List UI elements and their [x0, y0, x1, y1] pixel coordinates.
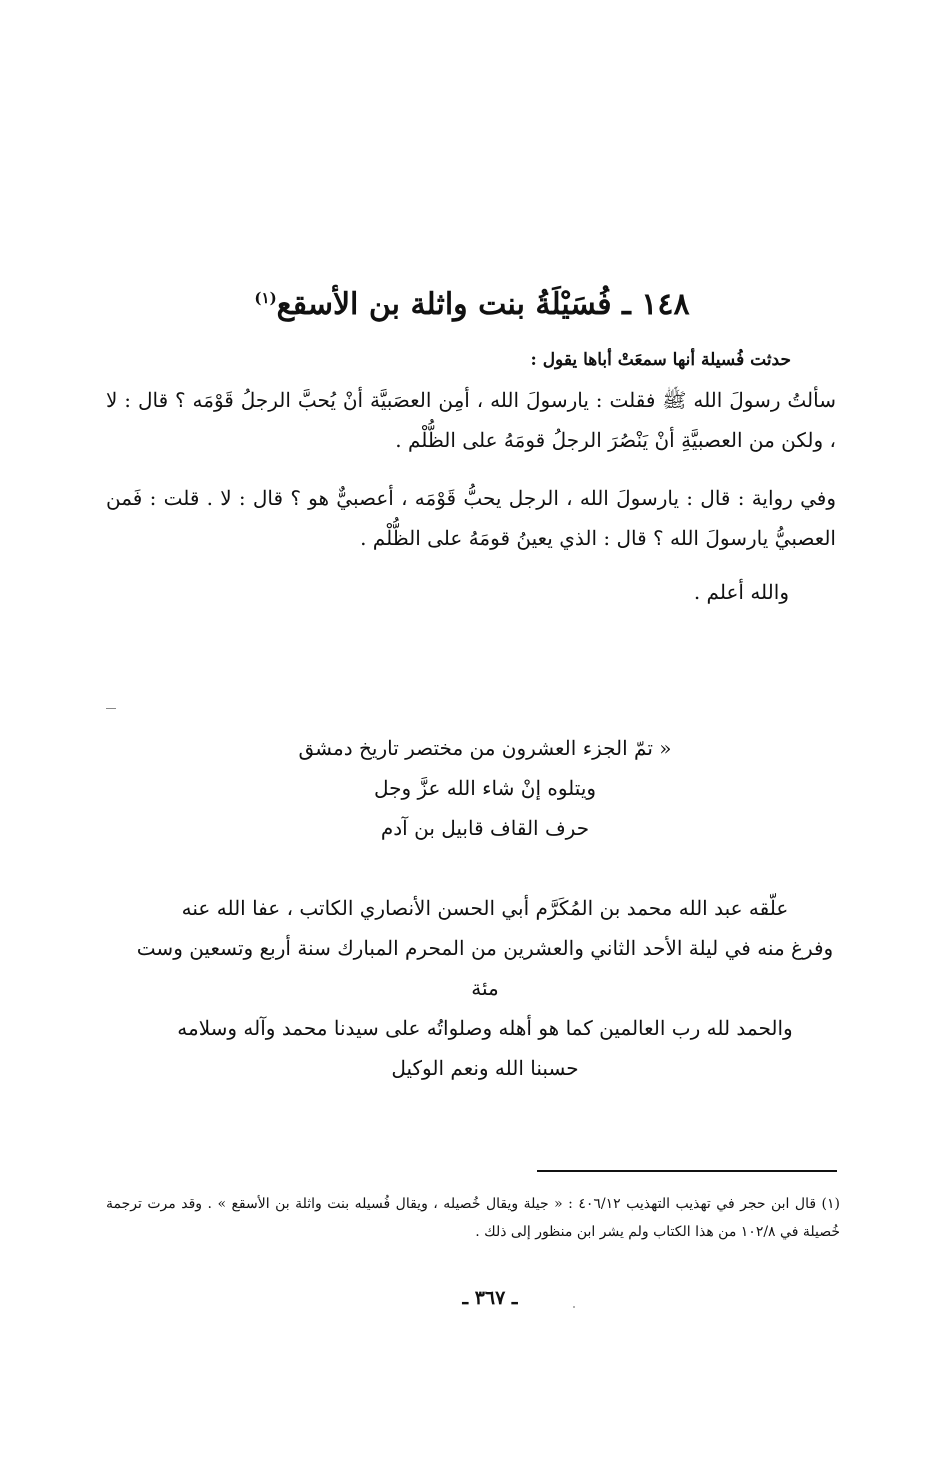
narration-intro: حدثت فُسيلة أنها سمعَتْ أباها يقول : [530, 350, 791, 370]
hadith-paragraph: سألتُ رسولَ الله ﷺ فقلت : يارسولَ الله ، أمِن العصَبيَّة أنْ يُحبَّ الرجلُ قَوْمَه ؟ قال : لا ، ولكن من العصبيَّةِ أنْ يَنْصُرَ الرجلُ قومَهُ على الظُّلْم . [106, 388, 836, 452]
colophon-line: علّقه عبد الله محمد بن المُكَرَّم أبي الحسن الأنصاري الكاتب ، عفا الله عنه [181, 896, 789, 920]
entry-title [150, 278, 794, 325]
colophon-line: حرف القاف قابيل بن آدم [380, 816, 590, 840]
footnote-divider [537, 1170, 837, 1172]
entry-title-text: ١٤٨ ـ فُسَيْلَةُ بنت واثلة بن الأسقع [276, 287, 690, 322]
colophon-line: « تمّ الجزء العشرون من مختصر تاريخ دمشق [298, 736, 672, 760]
volume-end-notice [120, 728, 850, 848]
scribe-colophon [120, 888, 850, 1088]
colophon-line: وفرغ منه في ليلة الأحد الثاني والعشرين من المحرم المبارك سنة أربع وتسعين وست مئة [136, 936, 834, 1000]
footnote-text: (١) قال ابن حجر في تهذيب التهذيب ٤٠٦/١٢ : « جيلة ويقال خُصيله ، ويقال فُسيله بنت واثلة بن الأسقع » . وقد مرت ترجمة خُصيلة في ١٠٢/٨ من هذا الكتاب ولم يشر ابن منظور إلى ذلك . [106, 1196, 840, 1240]
colophon-line: ويتلوه إنْ شاء الله عزَّ وجل [373, 776, 597, 800]
closing-phrase: والله أعلم . [693, 580, 789, 604]
colophon-line: حسبنا الله ونعم الوكيل [391, 1056, 579, 1080]
colophon-line: والحمد لله رب العالمين كما هو أهله وصلواتُه على سيدنا محمد وآله وسلامه [177, 1016, 793, 1040]
margin-mark [106, 708, 116, 709]
page-number: ـ ٣٦٧ ـ [462, 1287, 518, 1309]
footnote-reference[interactable]: (١) [254, 289, 277, 307]
scan-speck [573, 1306, 575, 1308]
variant-narration-paragraph: وفي رواية : قال : يارسولَ الله ، الرجل يحبُّ قَوْمَه ، أعصبيٌّ هو ؟ قال : لا . قلت : فَمن العصبيُّ يارسولَ الله ؟ قال : الذي يعينُ قومَهُ على الظُّلْم . [106, 486, 836, 550]
